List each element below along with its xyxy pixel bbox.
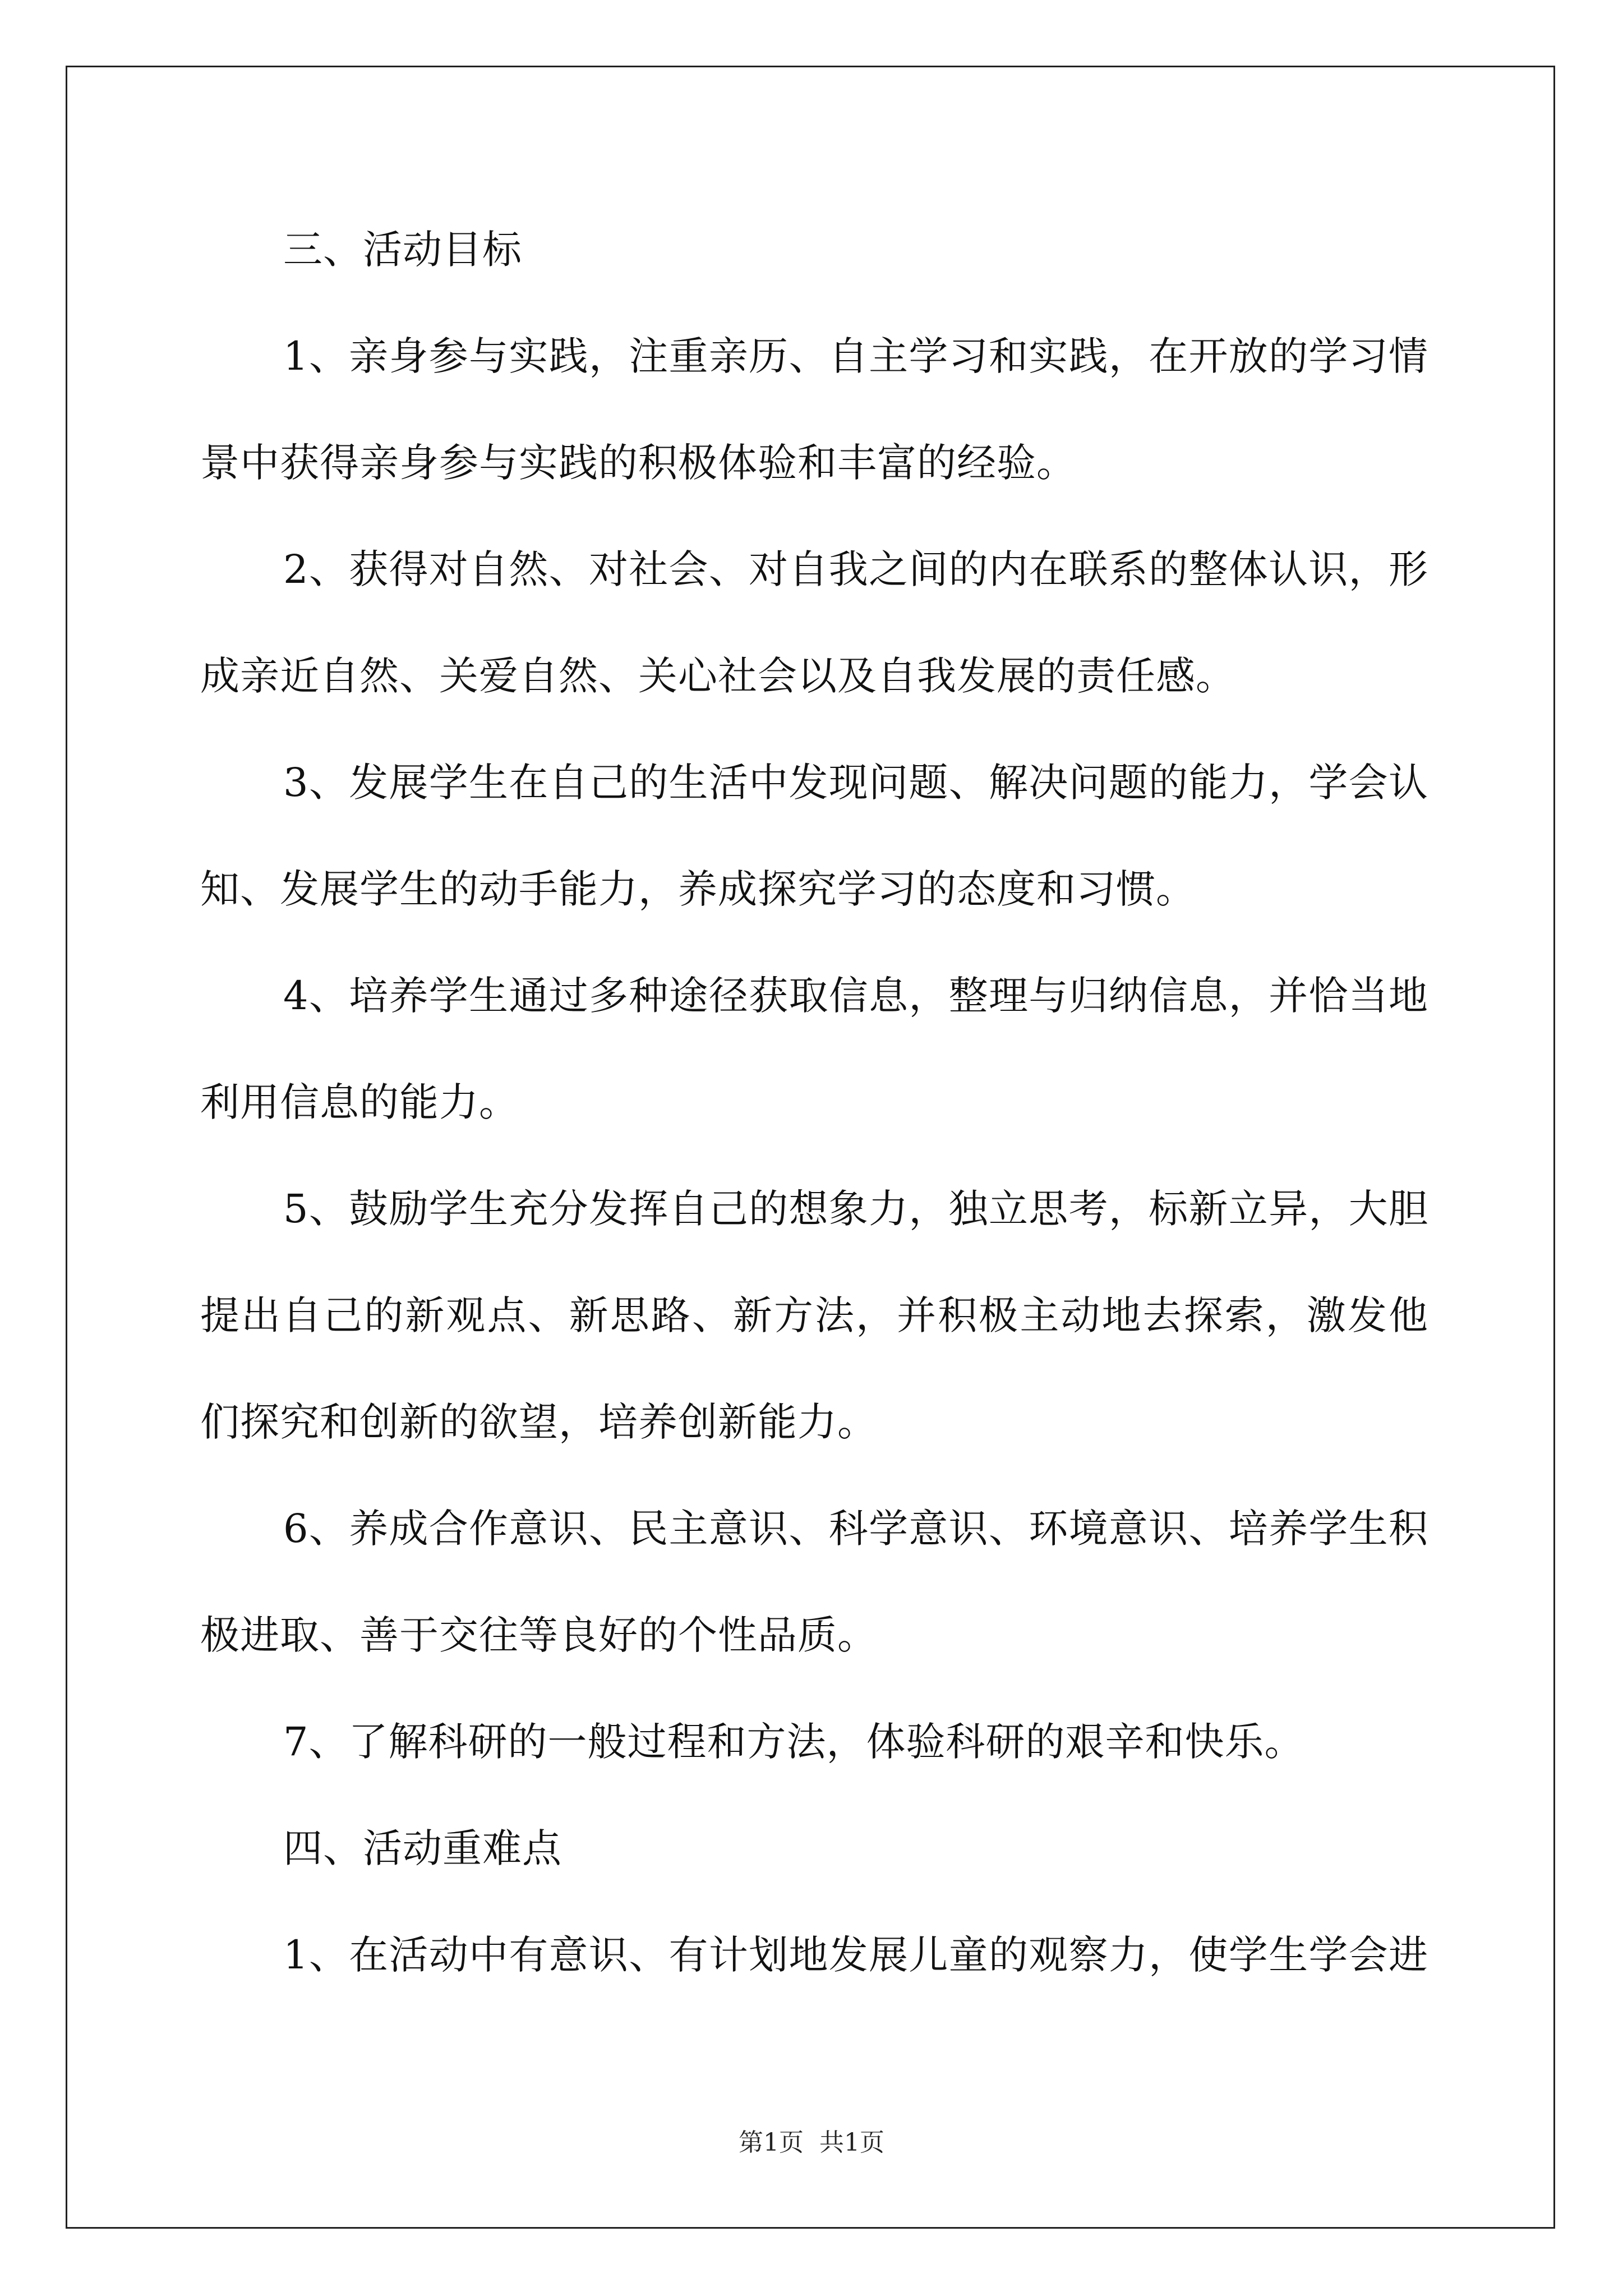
page-number: 第1页 xyxy=(739,2128,804,2157)
paragraph-line: 知、发展学生的动手能力，养成探究学习的态度和习惯。 xyxy=(200,866,1196,912)
paragraph-line: 6、养成合作意识、民主意识、科学意识、环境意识、培养学生积 xyxy=(283,1506,1428,1552)
paragraph-line: 7、了解科研的一般过程和方法，体验科研的艰辛和快乐。 xyxy=(283,1719,1304,1765)
page-border xyxy=(66,66,1555,2229)
page-footer xyxy=(0,2126,1623,2160)
paragraph-line: 2、获得对自然、对社会、对自我之间的内在联系的整体认识，形 xyxy=(283,546,1428,592)
paragraph-line: 们探究和创新的欲望，培养创新能力。 xyxy=(200,1399,877,1445)
paragraph-line: 1、在活动中有意识、有计划地发展儿童的观察力，使学生学会进 xyxy=(283,1932,1428,1978)
paragraph-line: 提出自己的新观点、新思路、新方法，并积极主动地去探索，激发他 xyxy=(200,1292,1428,1338)
paragraph-line: 极进取、善于交往等良好的个性品质。 xyxy=(200,1612,877,1658)
paragraph-line: 利用信息的能力。 xyxy=(200,1079,519,1125)
paragraph-line: 4、培养学生通过多种途径获取信息，整理与归纳信息，并恰当地 xyxy=(283,973,1428,1019)
paragraph-line: 1、亲身参与实践，注重亲历、自主学习和实践，在开放的学习情 xyxy=(283,333,1428,379)
page-total: 共1页 xyxy=(819,2128,884,2157)
section-heading-key-points: 四、活动重难点 xyxy=(283,1825,562,1871)
section-heading-objectives: 三、活动目标 xyxy=(283,227,522,273)
paragraph-line: 景中获得亲身参与实践的积极体验和丰富的经验。 xyxy=(200,440,1076,486)
paragraph-line: 成亲近自然、关爱自然、关心社会以及自我发展的责任感。 xyxy=(200,653,1235,699)
paragraph-line: 3、发展学生在自己的生活中发现问题、解决问题的能力，学会认 xyxy=(283,760,1428,806)
paragraph-line: 5、鼓励学生充分发挥自己的想象力，独立思考，标新立异，大胆 xyxy=(283,1186,1428,1232)
